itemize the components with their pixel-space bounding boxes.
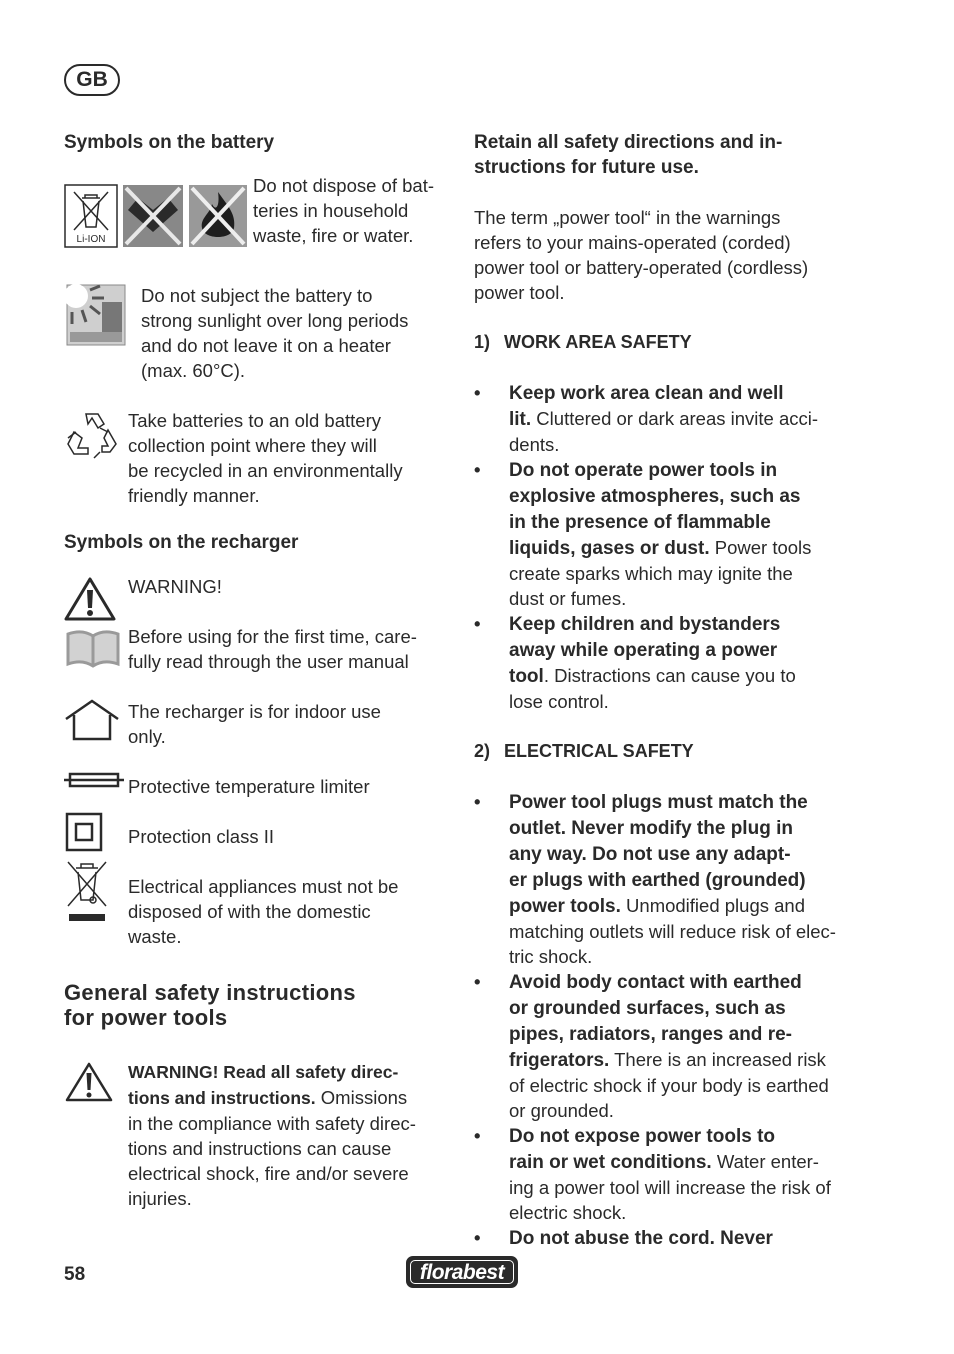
bold-text: or grounded surfaces, such as bbox=[509, 998, 786, 1019]
recharger-weee-text: Electrical appliances must not be disposed of with the domestic waste. bbox=[128, 876, 399, 947]
weee-crossed-bin-icon bbox=[66, 860, 108, 924]
recharger-symbol-row-warning bbox=[64, 576, 449, 630]
bold-text: any way. Do not use any adapt- bbox=[509, 844, 791, 865]
li-ion-label: Li-ION bbox=[76, 234, 106, 245]
list-item bbox=[474, 969, 864, 1123]
power-tool-term-paragraph: The term „power tool“ in the warnings refers to your mains-operated (corded) power tool or battery-operated (cordless) power tool. bbox=[474, 207, 809, 303]
bullet-marker: • bbox=[474, 1227, 481, 1248]
bullet-marker: • bbox=[474, 613, 481, 634]
bold-text: liquids, gases or dust. bbox=[509, 538, 710, 559]
bold-text: Keep children and bystanders bbox=[509, 614, 781, 635]
no-fire-icon bbox=[188, 184, 248, 248]
bullet-marker: • bbox=[474, 382, 481, 403]
battery-symbol-row-heat bbox=[64, 280, 449, 405]
bullet-marker: • bbox=[474, 1125, 481, 1146]
general-warning-text: WARNING! Read all safety direc- tions and instructions. Omissions in the compliance with safety direc- tions and instructions can cause electrical shock, fire and/or severe injuries. bbox=[128, 1062, 416, 1209]
body-text: of electric shock if your body is earthed bbox=[509, 1075, 829, 1096]
logo-text: florabest bbox=[410, 1260, 514, 1284]
recycle-icon bbox=[64, 408, 120, 464]
bold-text: er plugs with earthed (grounded) bbox=[509, 870, 806, 891]
body-text: Cluttered or dark areas invite acci- bbox=[531, 408, 819, 429]
recharger-symbol-row-manual bbox=[64, 626, 449, 705]
battery-recycle-text: Take batteries to an old battery collection point where they will be recycled in an environmentally friendly manner. bbox=[128, 410, 403, 506]
bold-text: tool bbox=[509, 666, 544, 687]
recharger-manual-text: Before using for the first time, care- fully read through the user manual bbox=[128, 626, 417, 672]
section-work-area-safety-heading: 1) WORK AREA SAFETY bbox=[474, 332, 692, 352]
recharger-symbols-heading: Symbols on the recharger bbox=[64, 532, 299, 553]
body-text: matching outlets will reduce risk of elec- bbox=[509, 921, 836, 942]
body-text: Water enter- bbox=[711, 1151, 819, 1172]
body-text: ing a power tool will increase the risk of bbox=[509, 1177, 831, 1198]
body-text: dents. bbox=[509, 434, 560, 455]
body-text: dust or fumes. bbox=[509, 588, 627, 609]
body-text: Power tools bbox=[709, 537, 812, 558]
battery-heat-text: Do not subject the battery to strong sunlight over long periods and do not leave it on a heater (max. 60°C). bbox=[141, 285, 409, 381]
recharger-protection-class-text: Protection class II bbox=[128, 826, 275, 847]
body-text: . Distractions can cause you to bbox=[543, 665, 796, 686]
sun-heat-icon bbox=[66, 284, 126, 346]
battery-disposal-text: Do not dispose of bat- teries in household waste, fire or water. bbox=[253, 175, 434, 246]
bold-text: frigerators. bbox=[509, 1050, 610, 1071]
recharger-symbol-row-indoor bbox=[64, 701, 449, 780]
bold-text: Keep work area clean and well bbox=[509, 383, 784, 404]
bold-text: Power tool plugs must match the bbox=[509, 792, 808, 813]
no-water-icon bbox=[122, 184, 184, 248]
list-item bbox=[474, 1123, 864, 1225]
body-text: create sparks which may ignite the bbox=[509, 563, 793, 584]
bullet-marker: • bbox=[474, 971, 481, 992]
bold-text: Avoid body contact with earthed bbox=[509, 972, 802, 993]
recharger-indoor-text: The recharger is for indoor use only. bbox=[128, 701, 381, 747]
battery-symbol-row-disposal bbox=[64, 175, 449, 280]
general-safety-heading: General safety instructions for power tools bbox=[64, 980, 356, 1030]
recharger-symbol-row-protection-class bbox=[64, 826, 449, 880]
body-text: Unmodified plugs and bbox=[620, 895, 805, 916]
language-badge: GB bbox=[64, 64, 120, 96]
page-number: 58 bbox=[64, 1264, 86, 1285]
bold-text: away while operating a power bbox=[509, 640, 778, 661]
li-ion-crossed-bin-icon bbox=[64, 184, 118, 248]
battery-symbols-heading: Symbols on the battery bbox=[64, 132, 275, 153]
battery-symbol-row-recycle bbox=[64, 405, 449, 530]
protection-class-ii-icon bbox=[65, 812, 103, 852]
list-item bbox=[474, 457, 864, 611]
bullet-marker: • bbox=[474, 459, 481, 480]
list-item bbox=[474, 611, 864, 714]
body-text: or grounded. bbox=[509, 1100, 614, 1121]
recharger-temperature-limiter-text: Protective temperature limiter bbox=[128, 776, 370, 797]
bold-text: explosive atmospheres, such as bbox=[509, 486, 801, 507]
body-text: tric shock. bbox=[509, 946, 593, 967]
bold-text: Do not abuse the cord. Never bbox=[509, 1228, 773, 1249]
recharger-symbol-row-weee bbox=[64, 876, 449, 980]
body-text: There is an increased risk bbox=[609, 1049, 826, 1070]
bold-text: Do not expose power tools to bbox=[509, 1126, 776, 1147]
bold-text: in the presence of flammable bbox=[509, 512, 771, 533]
bold-text: lit. bbox=[509, 409, 532, 430]
bold-text: pipes, radiators, ranges and re- bbox=[509, 1024, 792, 1045]
list-item bbox=[474, 380, 864, 457]
temperature-limiter-icon bbox=[64, 770, 124, 790]
bold-text: Do not operate power tools in bbox=[509, 460, 778, 481]
section-electrical-safety-heading: 2) ELECTRICAL SAFETY bbox=[474, 741, 694, 761]
electrical-safety-list bbox=[474, 789, 864, 1251]
bullet-marker: • bbox=[474, 791, 481, 812]
book-icon bbox=[65, 628, 121, 670]
general-warning-block bbox=[64, 1055, 449, 1230]
recharger-warning-text: WARNING! bbox=[128, 576, 222, 597]
right-column bbox=[474, 130, 864, 1251]
bold-text: power tools. bbox=[509, 896, 621, 917]
florabest-logo bbox=[406, 1256, 518, 1288]
retain-directions-heading: Retain all safety directions and in- structions for future use. bbox=[474, 132, 783, 178]
recharger-symbol-row-temperature-limiter bbox=[64, 776, 449, 830]
warning-triangle-icon bbox=[64, 1061, 114, 1103]
list-item bbox=[474, 1225, 864, 1251]
work-area-safety-list bbox=[474, 380, 864, 714]
body-text: lose control. bbox=[509, 691, 609, 712]
bold-text: rain or wet conditions. bbox=[509, 1152, 712, 1173]
list-item bbox=[474, 789, 864, 969]
body-text: electric shock. bbox=[509, 1202, 627, 1223]
bold-text: outlet. Never modify the plug in bbox=[509, 818, 793, 839]
house-icon bbox=[64, 699, 120, 741]
warning-triangle-icon bbox=[64, 576, 116, 622]
left-column bbox=[64, 130, 449, 1230]
